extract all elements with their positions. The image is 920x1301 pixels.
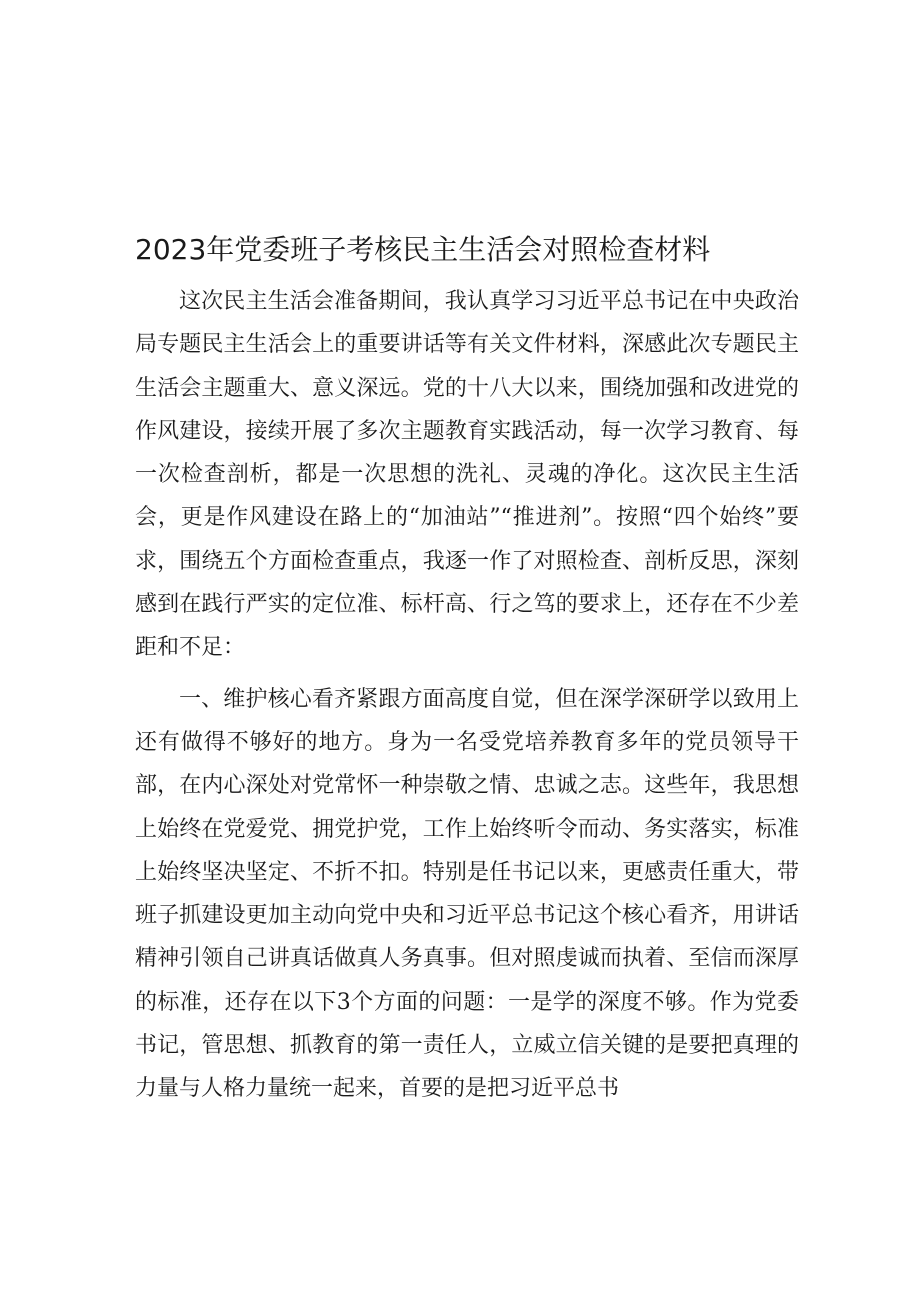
paragraph-section-one: 一、维护核心看齐紧跟方面高度自觉，但在深学深研学以致用上还有做得不够好的地方。身为一名受党培养教育多年的党员领导干部，在内心深处对党常怀一种崇敬之情、忠诚之志。这些年，我思想上始终在党爱党、拥党护党，工作上始终听令而动、务实落实，标准上始终坚决坚定、不折不扣。特别是任书记以来，更感责任重大，带班子抓建设更加主动向党中央和习近平总书记这个核心看齐，用讲话精神引领自己讲真话做真人务真事。但对照虔诚而执着、至信而深厚的标准，还存在以下3个方面的问题：一是学的深度不够。作为党委书记，管思想、抓教育的第一责任人，立威立信关键的是要把真理的力量与人格力量统一起来，首要的是把习近平总书	[135, 686, 799, 1102]
document-body	[135, 280, 799, 1111]
document-title: 2023年党委班子考核民主生活会对照检查材料	[135, 233, 711, 266]
paragraph-intro: 这次民主生活会准备期间，我认真学习习近平总书记在中央政治局专题民主生活会上的重要讲话等有关文件材料，深感此次专题民主生活会主题重大、意义深远。党的十八大以来，围绕加强和改进党的作风建设，接续开展了多次主题教育实践活动，每一次学习教育、每一次检查剖析，都是一次思想的洗礼、灵魂的净化。这次民主生活会，更是作风建设在路上的“加油站”“推进剂”。按照“四个始终”要求，围绕五个方面检查重点，我逐一作了对照检查、剖析反思，深刻感到在践行严实的定位准、标杆高、行之笃的要求上，还存在不少差距和不足：	[135, 289, 799, 661]
